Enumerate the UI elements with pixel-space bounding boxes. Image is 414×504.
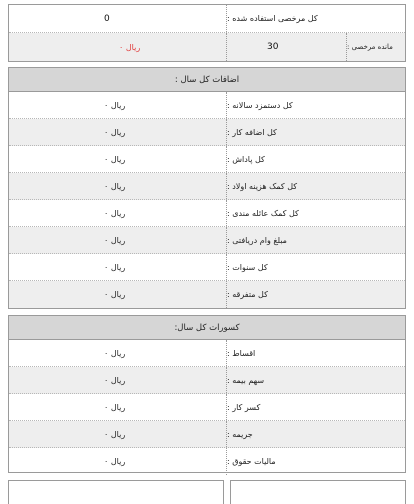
deduction-label: جریمه : bbox=[227, 429, 253, 439]
deduction-value: ریال ۰ bbox=[104, 348, 126, 358]
deduction-label-cell bbox=[227, 421, 405, 447]
deduction-value-cell bbox=[9, 367, 227, 393]
addition-label-cell bbox=[227, 92, 405, 118]
leave-remaining-amount: ریال ۰ bbox=[119, 42, 141, 52]
leave-used-value-cell bbox=[9, 5, 227, 32]
addition-label: کل اضافه کار : bbox=[227, 127, 277, 137]
addition-label-cell bbox=[227, 227, 405, 253]
deduction-label-cell bbox=[227, 367, 405, 393]
addition-label: کل کمک هزینه اولاد : bbox=[227, 181, 298, 191]
addition-label: کل متفرقه : bbox=[227, 290, 268, 299]
bottom-left-panel bbox=[8, 480, 224, 504]
leave-used-label-cell bbox=[227, 5, 405, 32]
annual-additions-panel bbox=[8, 67, 406, 309]
addition-label-cell bbox=[227, 146, 405, 172]
annual-deductions-title: کسورات کل سال: bbox=[174, 322, 240, 333]
deduction-row bbox=[9, 421, 405, 448]
annual-additions-title: اضافات کل سال : bbox=[174, 74, 240, 85]
annual-deductions-list bbox=[9, 340, 405, 475]
addition-label-cell bbox=[227, 119, 405, 145]
leave-used-row bbox=[9, 5, 405, 33]
leave-used-label: کل مرخصی استفاده شده : bbox=[227, 14, 318, 23]
addition-value-cell bbox=[9, 227, 227, 253]
addition-row bbox=[9, 119, 405, 146]
leave-summary-panel bbox=[8, 4, 406, 62]
deduction-label-cell bbox=[227, 448, 405, 475]
addition-value: ریال ۰ bbox=[104, 262, 126, 272]
addition-row bbox=[9, 227, 405, 254]
addition-value-cell bbox=[9, 173, 227, 199]
addition-row bbox=[9, 200, 405, 227]
deduction-value: ریال ۰ bbox=[104, 375, 126, 385]
addition-value: ریال ۰ bbox=[104, 290, 126, 299]
deduction-value: ریال ۰ bbox=[104, 429, 126, 439]
addition-label-cell bbox=[227, 281, 405, 308]
leave-used-value: 0 bbox=[104, 13, 110, 24]
addition-value: ریال ۰ bbox=[104, 127, 126, 137]
deduction-label: اقساط : bbox=[227, 348, 256, 358]
addition-value-cell bbox=[9, 200, 227, 226]
deduction-label: کسر کار : bbox=[227, 402, 261, 412]
deduction-label: مالیات حقوق : bbox=[227, 457, 276, 466]
addition-value: ریال ۰ bbox=[104, 235, 126, 245]
deduction-value-cell bbox=[9, 340, 227, 366]
addition-value: ریال ۰ bbox=[104, 208, 126, 218]
addition-row bbox=[9, 146, 405, 173]
deduction-row bbox=[9, 448, 405, 475]
addition-label-cell bbox=[227, 173, 405, 199]
addition-row bbox=[9, 173, 405, 200]
addition-value-cell bbox=[9, 119, 227, 145]
addition-value: ریال ۰ bbox=[104, 100, 126, 110]
addition-value-cell bbox=[9, 92, 227, 118]
deduction-value-cell bbox=[9, 448, 227, 475]
leave-remaining-label-cell bbox=[347, 33, 405, 61]
leave-remaining-row bbox=[9, 33, 405, 61]
annual-deductions-panel bbox=[8, 315, 406, 473]
annual-additions-header bbox=[9, 68, 405, 92]
addition-label-cell bbox=[227, 200, 405, 226]
deduction-row bbox=[9, 367, 405, 394]
addition-value-cell bbox=[9, 146, 227, 172]
deduction-value-cell bbox=[9, 421, 227, 447]
addition-value-cell bbox=[9, 281, 227, 308]
deduction-value: ریال ۰ bbox=[104, 402, 126, 412]
addition-label: کل سنوات : bbox=[227, 262, 268, 272]
addition-value: ریال ۰ bbox=[104, 154, 126, 164]
addition-label-cell bbox=[227, 254, 405, 280]
deduction-label-cell bbox=[227, 340, 405, 366]
addition-row bbox=[9, 254, 405, 281]
deduction-row bbox=[9, 394, 405, 421]
addition-value: ریال ۰ bbox=[104, 181, 126, 191]
leave-remaining-label: مانده مرخصی : bbox=[347, 43, 393, 51]
leave-remaining-days-cell bbox=[227, 33, 347, 61]
deduction-label: سهم بیمه : bbox=[227, 375, 265, 385]
bottom-right-panel bbox=[230, 480, 406, 504]
deduction-value: ریال ۰ bbox=[104, 457, 126, 466]
addition-label: مبلغ وام دریافتی : bbox=[227, 235, 287, 245]
addition-row bbox=[9, 281, 405, 308]
deduction-row bbox=[9, 340, 405, 367]
addition-value-cell bbox=[9, 254, 227, 280]
deduction-value-cell bbox=[9, 394, 227, 420]
addition-label: کل کمک عائله مندی : bbox=[227, 208, 299, 218]
annual-additions-list bbox=[9, 92, 405, 308]
leave-remaining-days: 30 bbox=[267, 42, 279, 52]
addition-row bbox=[9, 92, 405, 119]
addition-label: کل پاداش : bbox=[227, 154, 265, 164]
annual-deductions-header bbox=[9, 316, 405, 340]
addition-label: کل دستمزد سالانه : bbox=[227, 100, 293, 110]
leave-remaining-amount-cell bbox=[9, 33, 227, 61]
deduction-label-cell bbox=[227, 394, 405, 420]
